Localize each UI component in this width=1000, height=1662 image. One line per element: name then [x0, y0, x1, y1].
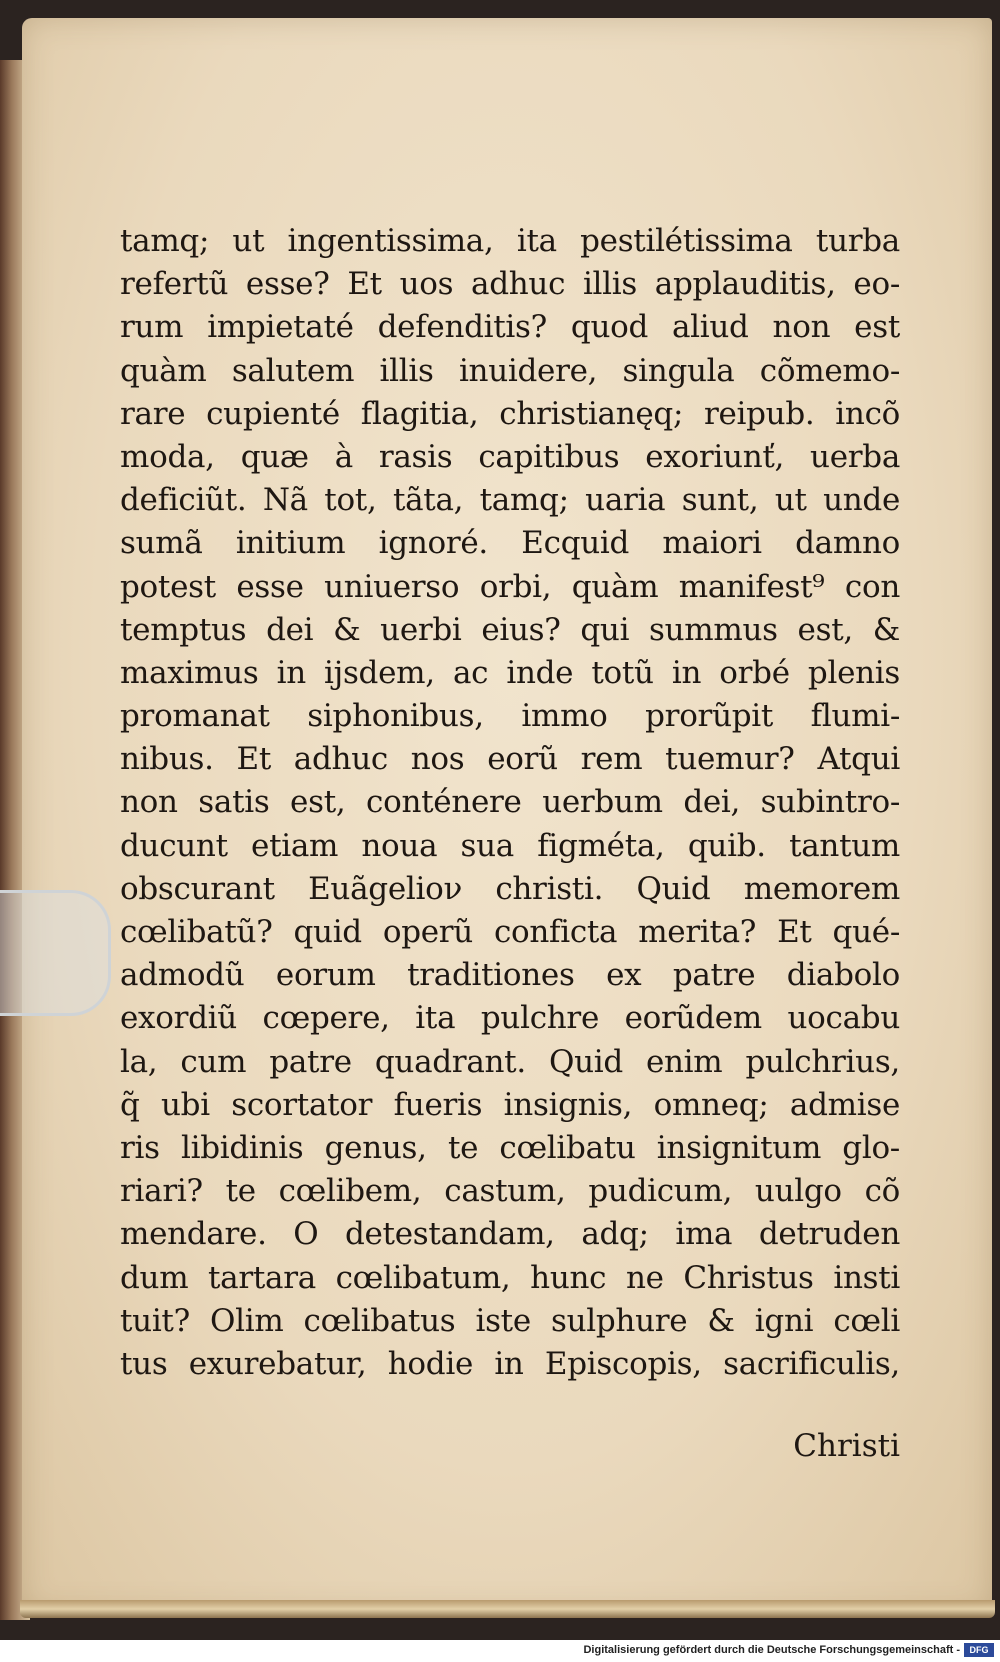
- text-line: temptus dei & uerbi eius? qui summus est, &: [120, 611, 900, 648]
- text-line: deficiũt. Nã tot, tãta, tamq; uaria sunt, ut unde: [120, 482, 900, 519]
- text-line: rum impietaté defenditis? quod aliud non est: [120, 309, 900, 346]
- catchword: Christi: [793, 1428, 900, 1464]
- text-line: refertũ esse? Et uos adhuc illis applauditis, eo-: [120, 266, 900, 303]
- text-line: quàm salutem illis inuidere, singula cõmemo-: [120, 352, 900, 389]
- text-line: mendare. O detestandam, adq; ima detruden: [120, 1216, 900, 1253]
- text-line: cœlibatũ? quid operũ conficta merita? Et qué-: [120, 914, 900, 950]
- text-line: sumã initium ignoré. Ecquid maiori damno: [120, 525, 900, 562]
- text-line: rare cupienté flagitia, christianęq; reipub. incõ: [120, 395, 900, 432]
- text-line: obscurant Euãgelioν christi. Quid memorem: [120, 870, 900, 907]
- text-line: nibus. Et adhuc nos eorũ rem tuemur? Atqui: [120, 741, 900, 778]
- text-line: moda, quæ à rasis capitibus exoriunť, uerba: [120, 438, 900, 475]
- funding-credit: Digitalisierung gefördert durch die Deutsche Forschungsgemeinschaft -: [583, 1644, 960, 1656]
- text-line: exordiũ cœpere, ita pulchre eorũdem uocabu: [120, 1000, 900, 1037]
- bookmark-clip: [0, 890, 111, 1016]
- text-line: ducunt etiam noua sua figméta, quib. tantum: [120, 827, 900, 864]
- text-line: la, cum patre quadrant. Quid enim pulchrius,: [120, 1043, 900, 1080]
- dfg-logo-icon: DFG: [964, 1643, 994, 1657]
- text-line: admodũ eorum traditiones ex patre diabolo: [120, 957, 900, 994]
- text-line: riari? te cœlibem, castum, pudicum, uulgo cõ: [120, 1173, 900, 1210]
- body-text: [120, 220, 900, 1386]
- text-line: dum tartara cœlibatum, hunc ne Christus insti: [120, 1259, 900, 1296]
- text-line: promanat siphonibus, immo prorũpit flumi-: [120, 698, 900, 735]
- text-line: non satis est, conténere uerbum dei, subintro-: [120, 784, 900, 821]
- text-line: tus exurebatur, hodie in Episcopis, sacrificulis,: [120, 1345, 900, 1382]
- text-line: maximus in ijsdem, ac inde totũ in orbé plenis: [120, 654, 900, 691]
- page-stack-edge: [20, 1600, 995, 1618]
- text-line: tuit? Olim cœlibatus iste sulphure & igni cœli: [120, 1302, 900, 1339]
- text-line: tamq; ut ingentissima, ita pestilétissima turba: [120, 223, 900, 259]
- text-line: ris libidinis genus, te cœlibatu insignitum glo-: [120, 1129, 900, 1166]
- text-line: potest esse uniuerso orbi, quàm manifest⁹ con: [120, 568, 900, 605]
- text-line: q̃ ubi scortator fueris insignis, omneq; admise: [120, 1086, 900, 1123]
